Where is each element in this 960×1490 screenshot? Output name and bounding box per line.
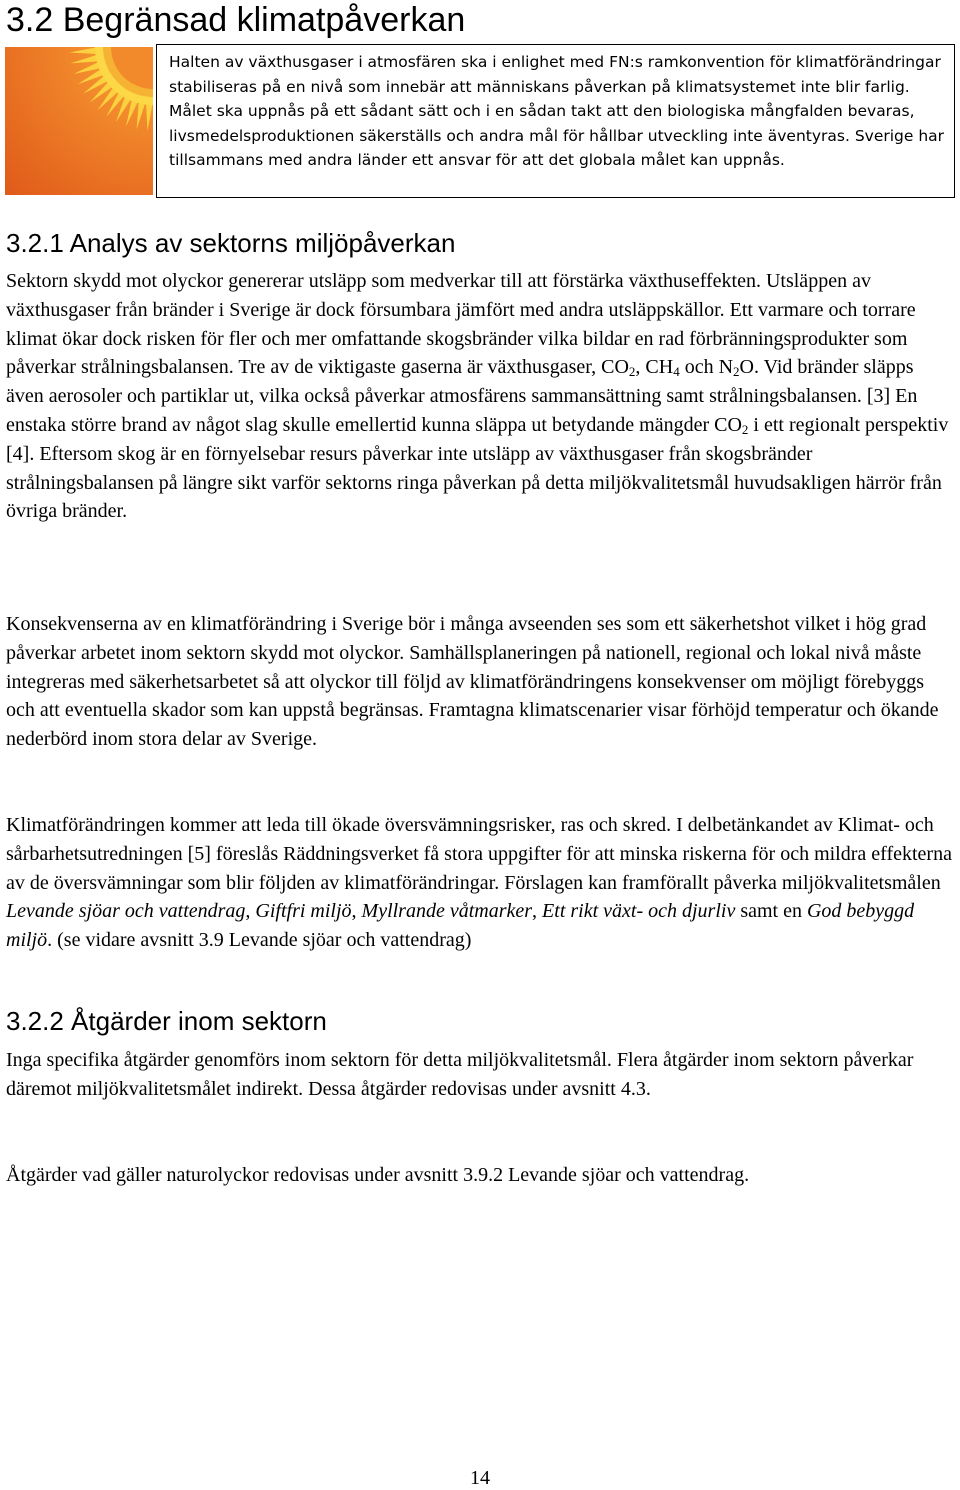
page-number: 14 <box>470 1467 490 1489</box>
paragraph-flooding-risks: Klimatförändringen kommer att leda till ökade översvämningsrisker, ras och skred. I delbetänkandet av Klimat- och sårbarhetsutredningen [5] föreslås Räddningsverket få stora uppgifter för att minska riskerna för och mildra effekterna av de översvämningar som blir följden av klimatförändringar. Förslagen kan framförallt påverka miljökvalitetsmålen Levande sjöar och vattendrag, Giftfri miljö, Myllrande våtmarker, Ett rikt växt- och djurliv samt en God bebyggd miljö. (se vidare avsnitt 3.9 Levande sjöar och vattendrag) <box>6 814 952 952</box>
environmental-goal-box <box>156 44 955 198</box>
sun-icon <box>5 47 153 195</box>
section-heading: 3.2 Begränsad klimatpåverkan <box>6 1 466 39</box>
paragraph-measures: Inga specifika åtgärder genomförs inom sektorn för detta miljökvalitetsmål. Flera åtgärder inom sektorn påverkar däremot miljökvalitetsmålet indirekt. Dessa åtgärder redovisas under avsnitt 4.3. <box>6 1049 914 1100</box>
subsection-heading-analysis: 3.2.1 Analys av sektorns miljöpåverkan <box>6 228 456 258</box>
goal-text: Halten av växthusgaser i atmosfären ska i enlighet med FN:s ramkonvention för klimatförändringar stabiliseras på en nivå som innebär att människans påverkan på klimatsystemet inte blir farlig. Målet ska uppnås på ett sådant sätt och i en sådan takt att den biologiska mångfalden bevaras, livsmedelsproduktionen säkerställs och andra mål för hållbar utveckling inte äventyras. Sverige har tillsammans med andra länder ett ansvar för att det globala målet kan uppnås. <box>169 53 945 169</box>
subsection-heading-measures: 3.2.2 Åtgärder inom sektorn <box>6 1006 327 1036</box>
paragraph-analysis: Sektorn skydd mot olyckor genererar utsläpp som medverkar till att förstärka växthuseffekten. Utsläppen av växthusgaser från bränder i Sverige är dock försumbara jämfört med andra utsläppskällor. Ett varmare och torrare klimat ökar dock risken för fler och mer omfattande skogsbränder vilka bildar en rad förbränningsprodukter som påverkar strålningsbalansen. Tre av de viktigaste gaserna är växthusgaser, $CO_2$, $CH_4$ och $N_2O$. Vid bränder släpps även aerosoler och partiklar ut, vilka också påverkar atmosfärens sammansättning samt strålningsbalansen. [3] En enstaka större brand av något slag skulle emellertid kunna släppa ut betydande mängder $CO_2$ i ett regionalt perspektiv [4]. Eftersom skog är en förnyelsebar resurs påverkar inte utsläpp av växthusgaser från skogsbränder strålningsbalansen på längre sikt varför sektorns ringa påverkan på detta miljökvalitetsmål huvudsakligen härrör från övriga bränder. <box>6 270 949 523</box>
paragraph-natural-accidents: Åtgärder vad gäller naturolyckor redovisas under avsnitt 3.9.2 Levande sjöar och vattendrag. <box>6 1164 750 1186</box>
paragraph-consequences: Konsekvenserna av en klimatförändring i Sverige bör i många avseenden ses som ett säkerhetshot vilket i hög grad påverkar arbetet inom sektorn skydd mot olyckor. Samhällsplaneringen på nationell, regional och lokal nivå måste integreras med säkerhetsarbetet så att olyckor till följd av klimatförändringens konsekvenser om möjligt förebyggs och att eventuella skador som kan uppstå begränsas. Framtagna klimatscenarier visar förhöjd temperatur och ökande nederbörd inom stora delar av Sverige. <box>6 613 939 751</box>
